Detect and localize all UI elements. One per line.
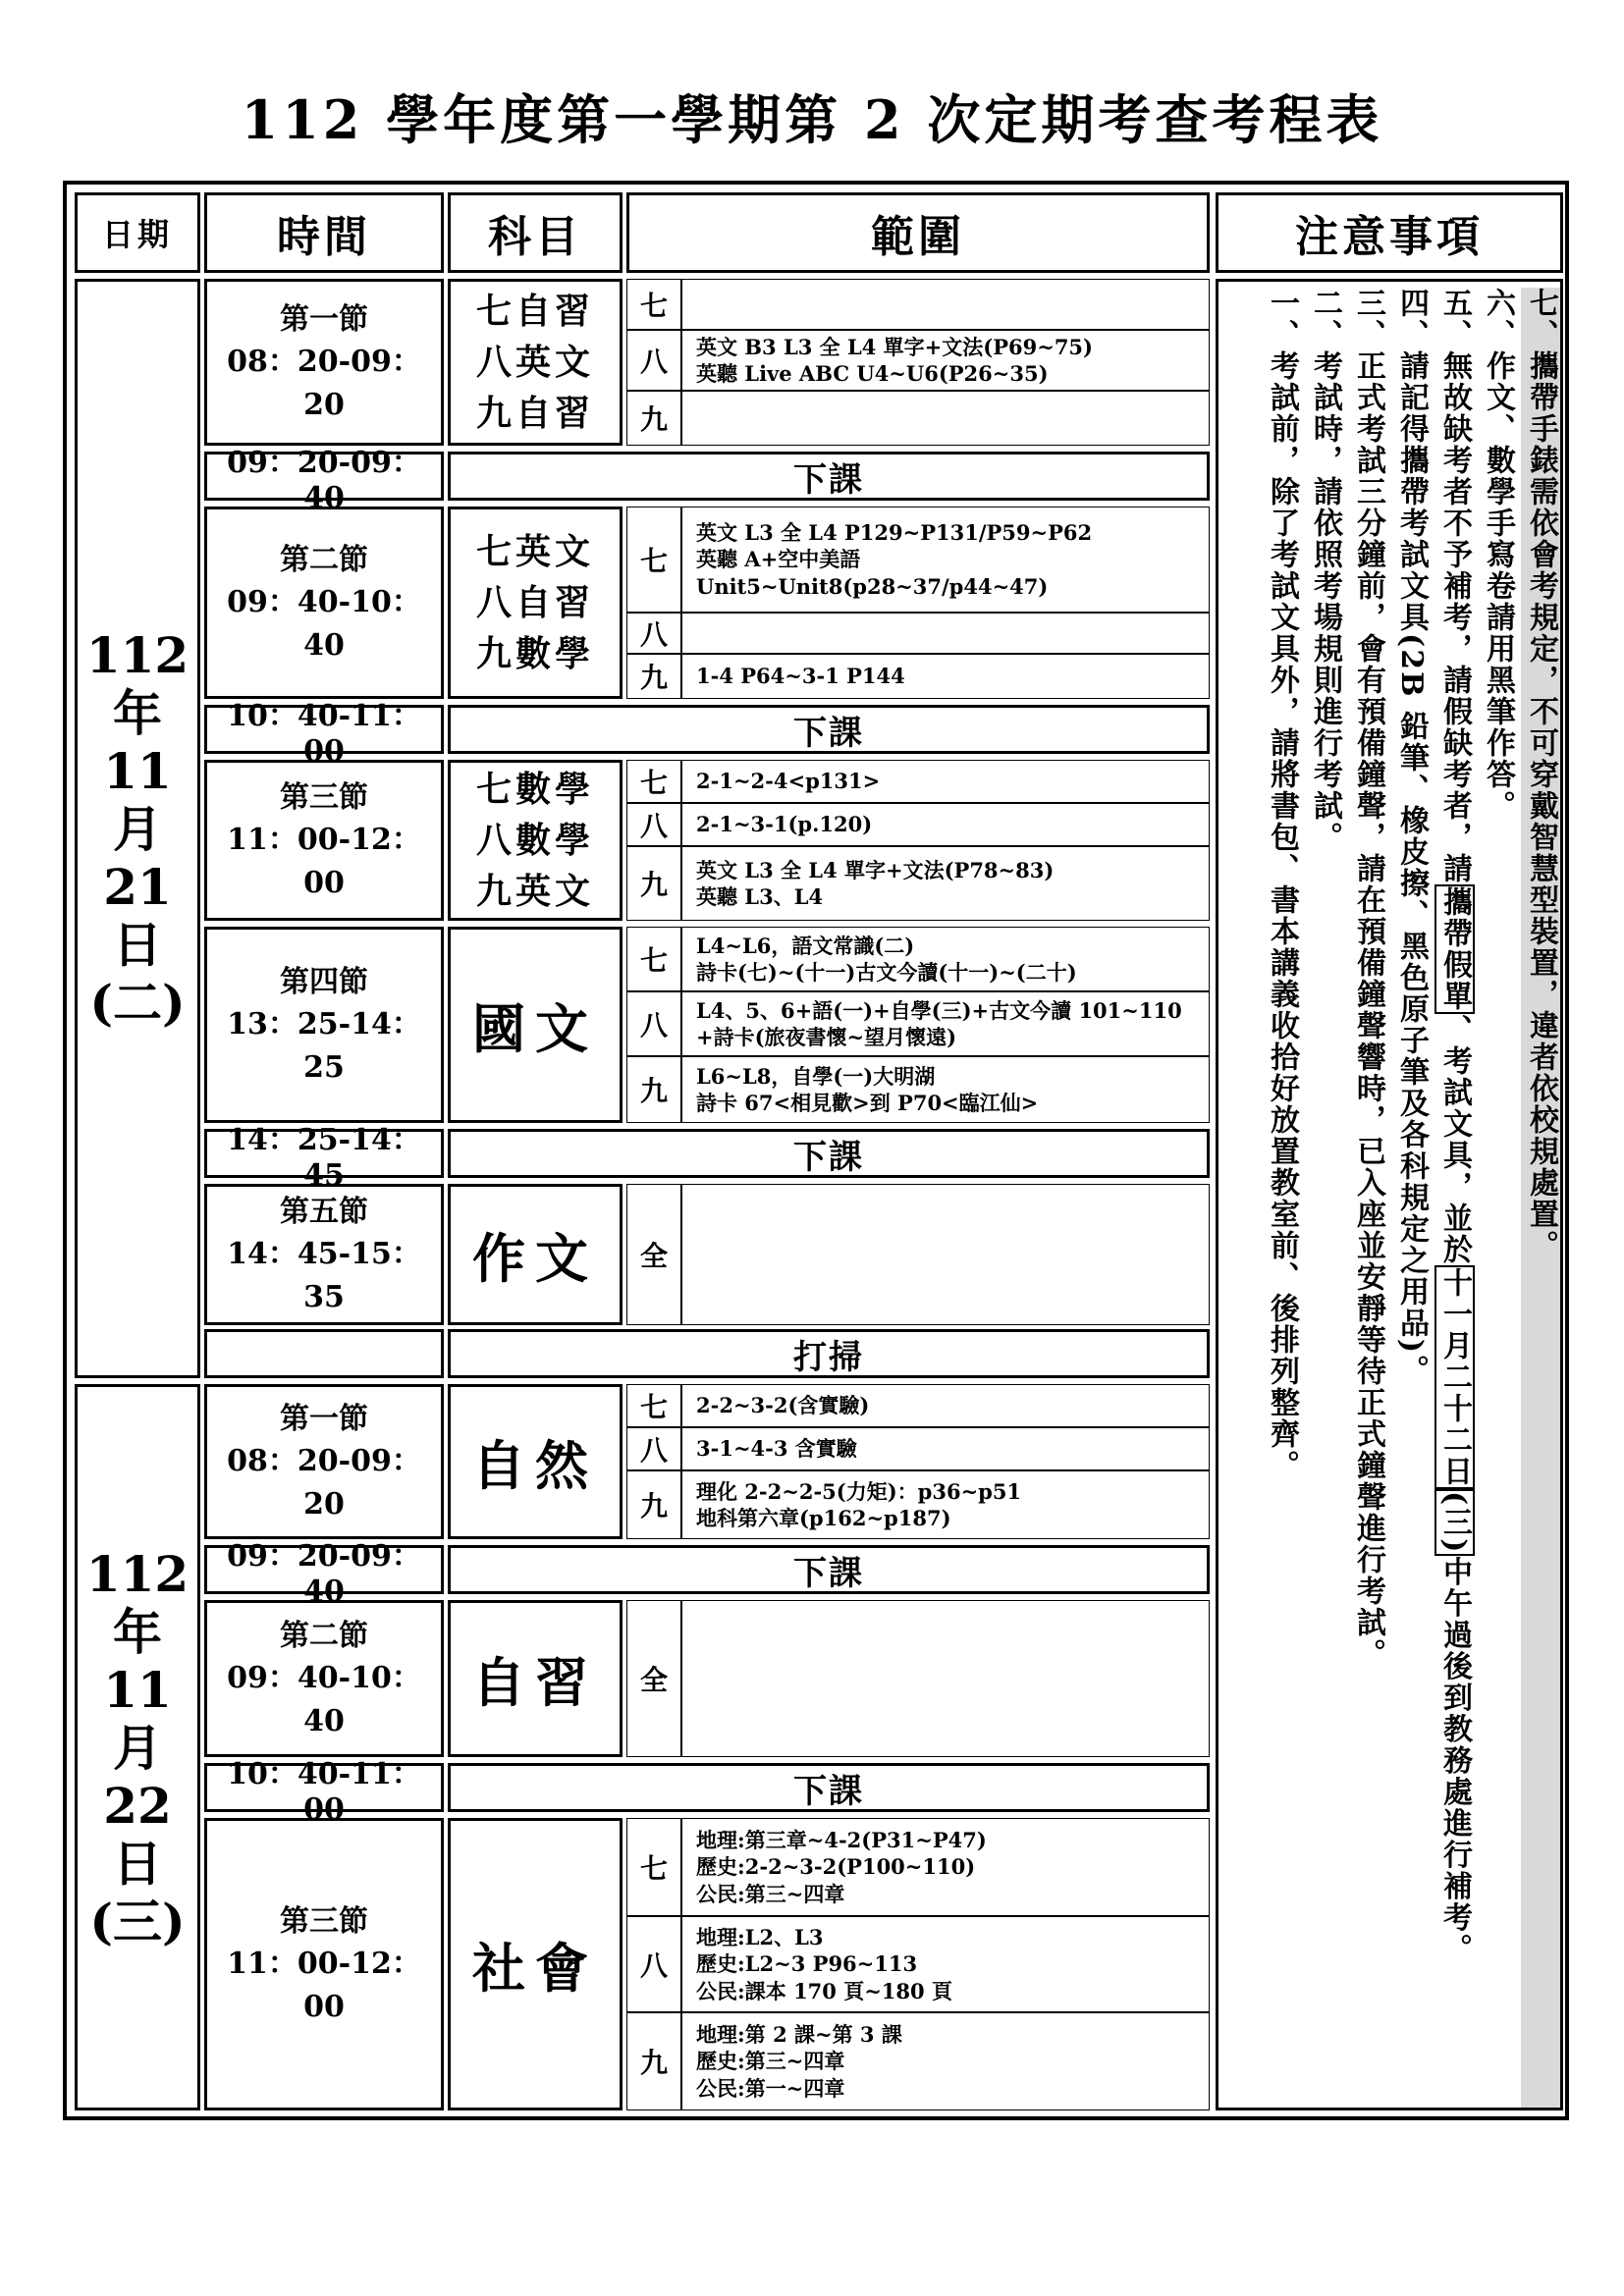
grade-cell: 九 <box>626 1056 681 1123</box>
date-line: 11 <box>103 741 172 800</box>
date-line: 22 <box>103 1776 172 1835</box>
break-label: 下課 <box>448 1129 1210 1178</box>
subject-line: 八英文 <box>475 341 594 383</box>
range-line: 歷史:L2~3 P96~113 <box>696 1951 918 1977</box>
range-cell <box>681 1427 1210 1470</box>
note-text: 五、無故缺考者不予補考，請假缺考者，請 <box>1437 288 1472 884</box>
range-line: 英聽 Live ABC U4~U6(P26~35) <box>696 361 1049 386</box>
cleaning-label: 打掃 <box>448 1329 1210 1378</box>
grade-cell: 八 <box>626 1427 681 1470</box>
range-line: 英文 L3 全 L4 P129~P131/P59~P62 <box>696 520 1093 546</box>
grade-cell: 七 <box>626 1818 681 1916</box>
note-item-2: 二、考試時，請依照考場規則進行考試。 <box>1308 288 1342 853</box>
period-time-cell <box>204 1818 444 2110</box>
range-line: Unit5~Unit8(p28~37/p44~47) <box>696 573 1049 599</box>
period-time: 11：00-12：00 <box>227 1947 421 2024</box>
subject-cell: 作文 <box>448 1184 623 1325</box>
period-name: 第二節 <box>280 542 368 577</box>
period-name: 第三節 <box>280 779 368 815</box>
range-line: 理化 2-2~2-5(力矩)：p36~p51 <box>696 1478 1022 1504</box>
exam-schedule-table <box>63 181 1569 2120</box>
subject-cell <box>448 507 623 699</box>
range-cell <box>681 760 1210 803</box>
period-name: 第一節 <box>280 1401 368 1436</box>
date-cell-day2 <box>75 1384 200 2110</box>
range-line: 詩卡 67<相見歡>到 P70<臨江仙> <box>696 1091 1039 1115</box>
range-line: 英文 B3 L3 全 L4 單字+文法(P69~75) <box>696 334 1093 359</box>
range-line: 地理:第 2 課~第 3 課 <box>696 2022 902 2048</box>
header-subject: 科目 <box>448 192 623 273</box>
range-line: 2-1~2-4<p131> <box>696 769 881 794</box>
break-time: 10：40-11：00 <box>204 705 444 754</box>
period-name: 第二節 <box>280 1618 368 1653</box>
grade-cell: 七 <box>626 1384 681 1427</box>
date-line: 年 <box>113 683 162 742</box>
page-title: 112 學年度第一學期第 2 次定期考查考程表 <box>241 88 1383 151</box>
break-label: 下課 <box>448 452 1210 501</box>
grade-cell: 八 <box>626 803 681 846</box>
range-line: L4~L6，語文常識(二) <box>696 933 915 958</box>
period-time: 13：25-14：25 <box>227 1007 421 1085</box>
break-time <box>204 1329 444 1378</box>
subject-line: 七自習 <box>475 290 594 332</box>
range-line: 英聽 L3、L4 <box>696 884 824 909</box>
date-cell-day1 <box>75 279 200 1378</box>
date-line: 112 <box>85 1544 189 1603</box>
range-line: L6~L8，自學(一)大明湖 <box>696 1063 936 1089</box>
header-notes: 注意事項 <box>1216 192 1563 273</box>
note-item-7: 七、攜帶手錶需依會考規定，不可穿戴智慧型裝置，違者依校規處置。 <box>1521 288 1560 2108</box>
range-line: 2-1~3-1(p.120) <box>696 812 873 837</box>
subject-cell: 自然 <box>448 1384 623 1539</box>
break-time: 09：20-09：40 <box>204 1545 444 1594</box>
range-line: 歷史:第三~四章 <box>696 2049 845 2074</box>
date-line: 21 <box>103 857 172 916</box>
subject-cell <box>448 760 623 921</box>
grade-cell: 七 <box>626 279 681 330</box>
grade-cell: 全 <box>626 1600 681 1757</box>
range-cell <box>681 391 1210 446</box>
subject-cell <box>448 279 623 446</box>
range-line: 英聽 A+空中美語 <box>696 547 861 572</box>
subject-line: 八自習 <box>475 581 594 623</box>
subject-cell: 國文 <box>448 927 623 1123</box>
range-line: 詩卡(七)~(十一)古文今讀(十一)~(二十) <box>696 960 1077 985</box>
range-line: 公民:課本 170 頁~180 頁 <box>696 1978 952 2003</box>
break-label: 下課 <box>448 1763 1210 1812</box>
grade-cell: 七 <box>626 507 681 613</box>
range-cell <box>681 803 1210 846</box>
boxed-text: 十一月二十二日 <box>1435 1265 1475 1489</box>
grade-cell: 八 <box>626 991 681 1056</box>
subject-line: 九英文 <box>475 871 594 913</box>
subject-line: 七英文 <box>475 530 594 572</box>
range-line: +詩卡(旅夜書懷~望月懷遠) <box>696 1025 957 1049</box>
grade-cell: 全 <box>626 1184 681 1325</box>
date-line: (三) <box>89 1892 186 1950</box>
note-item-1: 一、考試前，除了考試文具外，請將書包、書本講義收拾好放置教室前、後排列整齊。 <box>1265 288 1299 1481</box>
range-cell <box>681 2012 1210 2110</box>
grade-cell: 九 <box>626 391 681 446</box>
range-cell <box>681 1056 1210 1123</box>
range-line: 公民:第三~四章 <box>696 1881 845 1906</box>
range-line: 2-2~3-2(含實驗) <box>696 1393 870 1418</box>
range-line: 地理:L2、L3 <box>696 1925 824 1950</box>
grade-cell: 八 <box>626 330 681 391</box>
period-time: 08：20-09：20 <box>227 345 421 422</box>
period-time-cell <box>204 927 444 1123</box>
date-line: 11 <box>103 1660 172 1719</box>
note-item-6: 六、作文、數學手寫卷請用黑筆作答。 <box>1481 288 1515 822</box>
range-cell <box>681 1600 1210 1757</box>
note-item-5 <box>1435 288 1474 2108</box>
grade-cell: 七 <box>626 760 681 803</box>
range-line: 地科第六章(p162~p187) <box>696 1506 951 1530</box>
grade-cell: 九 <box>626 846 681 921</box>
grade-cell: 八 <box>626 613 681 654</box>
period-time: 09：40-10：40 <box>227 585 421 663</box>
period-name: 第一節 <box>280 301 368 337</box>
break-time: 14：25-14：45 <box>204 1129 444 1178</box>
range-cell <box>681 507 1210 613</box>
period-time: 14：45-15：35 <box>227 1237 421 1314</box>
period-time-cell <box>204 279 444 446</box>
range-cell <box>681 1916 1210 2012</box>
range-line: 地理:第三章~4-2(P31~P47) <box>696 1828 987 1853</box>
header-range: 範圍 <box>626 192 1210 273</box>
period-time-cell <box>204 1384 444 1539</box>
date-line: 112 <box>85 625 189 684</box>
range-cell <box>681 330 1210 391</box>
range-line: L4、5、6+語(一)+自學(三)+古文今讀 101~110 <box>696 997 1182 1023</box>
break-time: 10：40-11：00 <box>204 1763 444 1812</box>
range-line: 歷史:2-2~3-2(P100~110) <box>696 1854 976 1880</box>
range-cell <box>681 1184 1210 1325</box>
grade-cell: 七 <box>626 927 681 991</box>
date-line: 月 <box>113 799 162 858</box>
period-time-cell <box>204 1184 444 1325</box>
period-name: 第五節 <box>280 1194 368 1229</box>
range-cell <box>681 279 1210 330</box>
period-time: 09：40-10：40 <box>227 1661 421 1738</box>
range-line: 英文 L3 全 L4 單字+文法(P78~83) <box>696 857 1055 882</box>
header-date: 日期 <box>75 192 200 273</box>
period-time: 11：00-12：00 <box>227 823 421 900</box>
range-cell <box>681 927 1210 991</box>
range-cell <box>681 1470 1210 1539</box>
range-cell <box>681 654 1210 699</box>
subject-line: 九自習 <box>475 393 594 435</box>
period-time: 08：20-09：20 <box>227 1444 421 1522</box>
header-time: 時間 <box>204 192 444 273</box>
subject-line: 七數學 <box>475 768 594 810</box>
subject-cell: 自習 <box>448 1600 623 1757</box>
range-cell <box>681 1818 1210 1916</box>
range-cell <box>681 991 1210 1056</box>
note-text: 中午過後到教務處進行補考。 <box>1437 1556 1472 1965</box>
notes-column <box>1216 279 1563 2110</box>
range-line: 3-1~4-3 含實驗 <box>696 1436 857 1462</box>
subject-cell: 社會 <box>448 1818 623 2110</box>
date-line: 日 <box>113 915 162 974</box>
boxed-text: (三) <box>1435 1489 1475 1556</box>
period-time-cell <box>204 760 444 921</box>
note-item-4: 四、請記得攜帶考試文具(2B 鉛筆、橡皮擦、黑色原子筆及各科規定之用品)。 <box>1394 288 1429 1387</box>
break-label: 下課 <box>448 1545 1210 1594</box>
period-name: 第四節 <box>280 964 368 999</box>
date-line: 日 <box>113 1834 162 1893</box>
range-line: 公民:第一~四章 <box>696 2075 845 2101</box>
period-name: 第三節 <box>280 1903 368 1939</box>
grade-cell: 九 <box>626 2012 681 2110</box>
range-cell <box>681 613 1210 654</box>
grade-cell: 八 <box>626 1916 681 2012</box>
note-text: 、考試文具，並於 <box>1437 1014 1472 1265</box>
break-time: 09：20-09：40 <box>204 452 444 501</box>
boxed-text: 攜帶假單 <box>1435 884 1475 1014</box>
date-line: 年 <box>113 1602 162 1661</box>
subject-line: 九數學 <box>475 633 594 675</box>
date-line: 月 <box>113 1718 162 1777</box>
period-time-cell <box>204 507 444 699</box>
grade-cell: 九 <box>626 1470 681 1539</box>
range-cell <box>681 1384 1210 1427</box>
range-cell <box>681 846 1210 921</box>
period-time-cell <box>204 1600 444 1757</box>
break-label: 下課 <box>448 705 1210 754</box>
grade-cell: 九 <box>626 654 681 699</box>
subject-line: 八數學 <box>475 819 594 861</box>
note-item-3: 三、正式考試三分鐘前，會有預備鐘聲，請在預備鐘聲響時，已入座並安靜等待正式鐘聲進行考試。 <box>1351 288 1385 1670</box>
date-line: (二) <box>89 973 186 1032</box>
range-line: 1-4 P64~3-1 P144 <box>696 664 905 689</box>
